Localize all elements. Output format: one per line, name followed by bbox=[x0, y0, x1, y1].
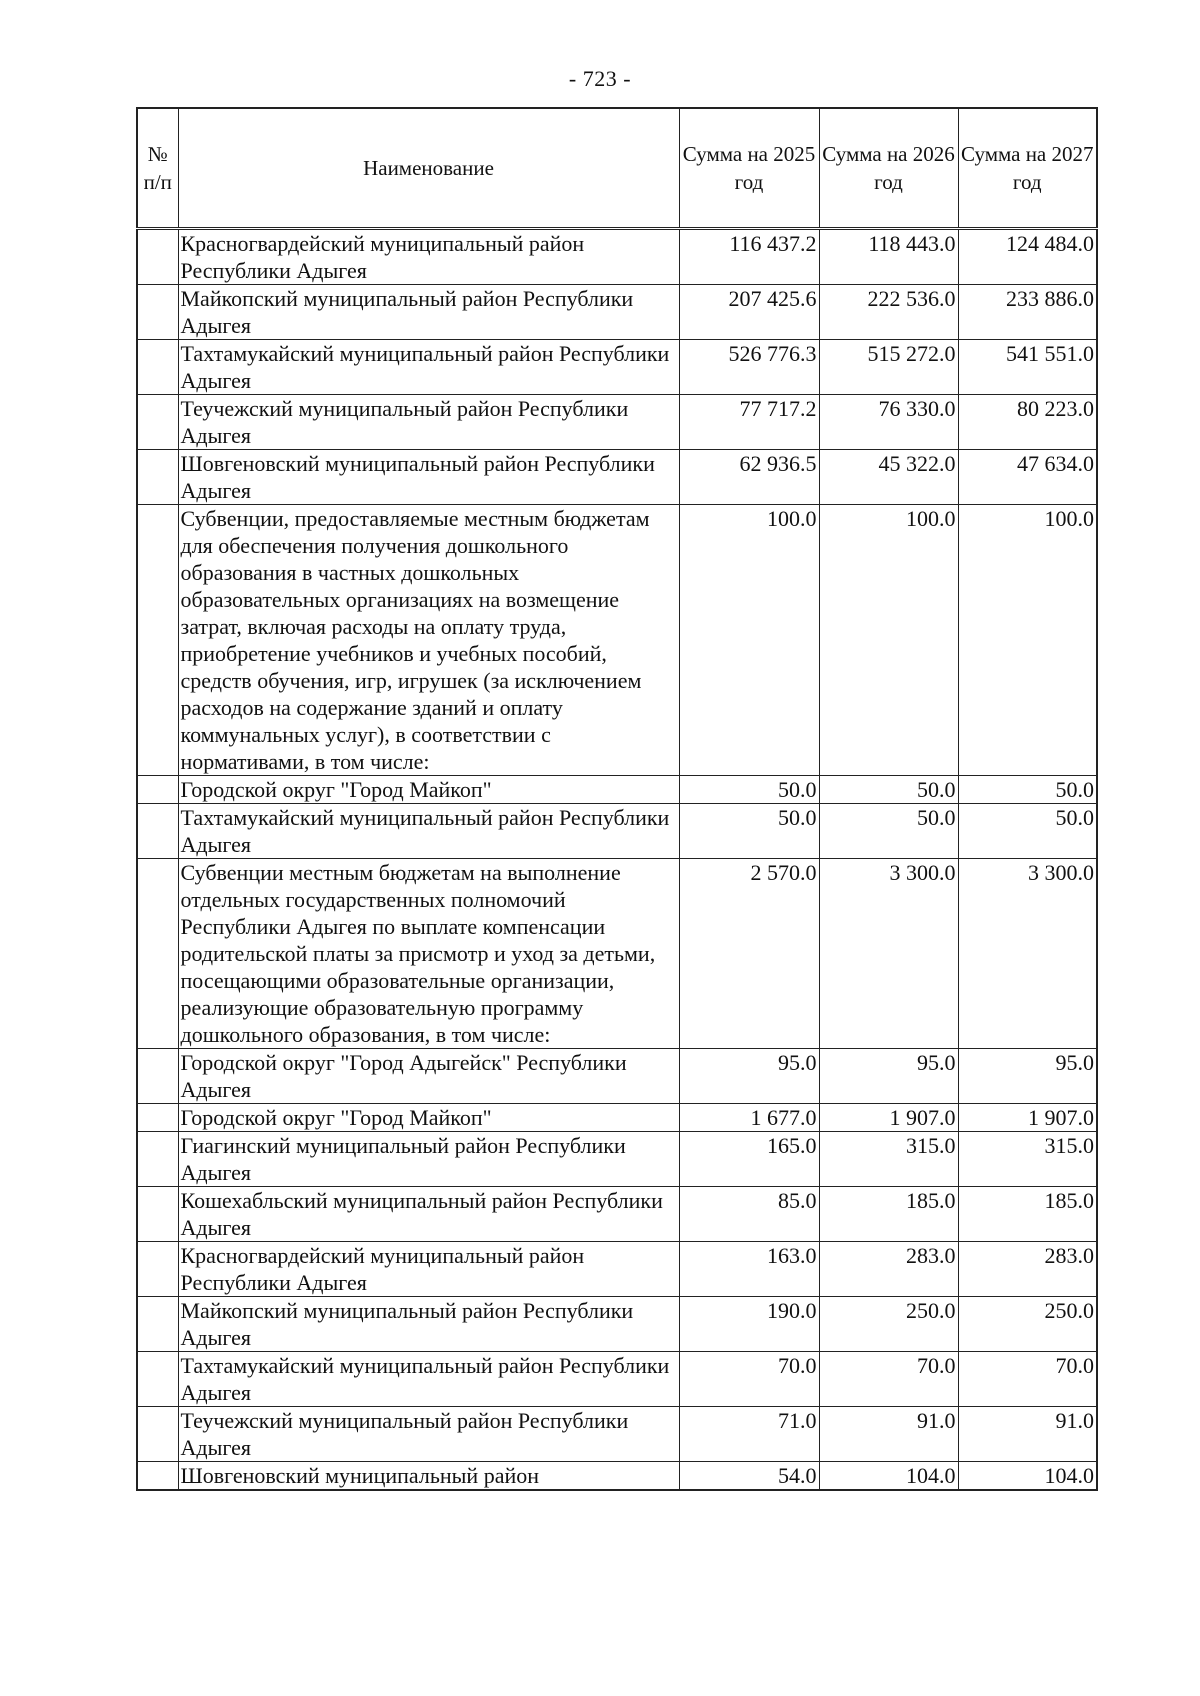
row-name-cell: Городской округ "Город Адыгейск" Республики Адыгея bbox=[178, 1049, 679, 1104]
row-number-cell bbox=[137, 1049, 178, 1104]
header-row bbox=[137, 108, 1097, 229]
row-2025-cell: 163.0 bbox=[679, 1242, 819, 1297]
budget-table-container bbox=[136, 107, 1096, 1491]
table-row bbox=[137, 1462, 1097, 1491]
row-name-cell: Городской округ "Город Майкоп" bbox=[178, 776, 679, 804]
table-row bbox=[137, 505, 1097, 776]
row-name-cell: Городской округ "Город Майкоп" bbox=[178, 1104, 679, 1132]
row-2025-cell: 190.0 bbox=[679, 1297, 819, 1352]
row-number-cell bbox=[137, 776, 178, 804]
table-row bbox=[137, 340, 1097, 395]
row-number-cell bbox=[137, 1407, 178, 1462]
row-number-cell bbox=[137, 340, 178, 395]
row-2025-cell: 62 936.5 bbox=[679, 450, 819, 505]
row-2027-cell: 541 551.0 bbox=[958, 340, 1097, 395]
row-number-cell bbox=[137, 1104, 178, 1132]
row-2025-cell: 100.0 bbox=[679, 505, 819, 776]
header-number: № п/п bbox=[137, 108, 178, 229]
row-2025-cell: 95.0 bbox=[679, 1049, 819, 1104]
budget-table bbox=[136, 107, 1098, 1491]
row-2027-cell: 100.0 bbox=[958, 505, 1097, 776]
row-name-cell: Майкопский муниципальный район Республики Адыгея bbox=[178, 1297, 679, 1352]
row-2027-cell: 315.0 bbox=[958, 1132, 1097, 1187]
row-2025-cell: 116 437.2 bbox=[679, 229, 819, 285]
table-body bbox=[137, 229, 1097, 1491]
table-row bbox=[137, 776, 1097, 804]
table-row bbox=[137, 859, 1097, 1049]
row-2027-cell: 80 223.0 bbox=[958, 395, 1097, 450]
row-number-cell bbox=[137, 1242, 178, 1297]
row-name-cell: Тахтамукайский муниципальный район Республики Адыгея bbox=[178, 804, 679, 859]
row-number-cell bbox=[137, 505, 178, 776]
row-name-cell: Тахтамукайский муниципальный район Республики Адыгея bbox=[178, 340, 679, 395]
row-number-cell bbox=[137, 1132, 178, 1187]
table-row bbox=[137, 1407, 1097, 1462]
row-2025-cell: 165.0 bbox=[679, 1132, 819, 1187]
row-2026-cell: 283.0 bbox=[819, 1242, 958, 1297]
row-name-cell: Красногвардейский муниципальный район Республики Адыгея bbox=[178, 229, 679, 285]
row-number-cell bbox=[137, 285, 178, 340]
row-2027-cell: 250.0 bbox=[958, 1297, 1097, 1352]
row-number-cell bbox=[137, 804, 178, 859]
row-2027-cell: 185.0 bbox=[958, 1187, 1097, 1242]
table-row bbox=[137, 1297, 1097, 1352]
row-number-cell bbox=[137, 395, 178, 450]
row-2027-cell: 91.0 bbox=[958, 1407, 1097, 1462]
row-2025-cell: 77 717.2 bbox=[679, 395, 819, 450]
row-number-cell bbox=[137, 450, 178, 505]
header-name: Наименование bbox=[178, 108, 679, 229]
row-2027-cell: 124 484.0 bbox=[958, 229, 1097, 285]
row-2027-cell: 70.0 bbox=[958, 1352, 1097, 1407]
header-2026: Сумма на 2026 год bbox=[819, 108, 958, 229]
row-2026-cell: 1 907.0 bbox=[819, 1104, 958, 1132]
row-2025-cell: 50.0 bbox=[679, 776, 819, 804]
row-2027-cell: 3 300.0 bbox=[958, 859, 1097, 1049]
row-name-cell: Шовгеновский муниципальный район bbox=[178, 1462, 679, 1491]
row-2027-cell: 104.0 bbox=[958, 1462, 1097, 1491]
row-2027-cell: 233 886.0 bbox=[958, 285, 1097, 340]
row-2026-cell: 185.0 bbox=[819, 1187, 958, 1242]
header-2025: Сумма на 2025 год bbox=[679, 108, 819, 229]
row-name-cell: Кошехабльский муниципальный район Республики Адыгея bbox=[178, 1187, 679, 1242]
row-2026-cell: 91.0 bbox=[819, 1407, 958, 1462]
row-2025-cell: 85.0 bbox=[679, 1187, 819, 1242]
table-row bbox=[137, 1242, 1097, 1297]
row-2026-cell: 3 300.0 bbox=[819, 859, 958, 1049]
row-2026-cell: 222 536.0 bbox=[819, 285, 958, 340]
table-row bbox=[137, 804, 1097, 859]
row-name-cell: Теучежский муниципальный район Республики Адыгея bbox=[178, 395, 679, 450]
table-row bbox=[137, 450, 1097, 505]
row-2026-cell: 50.0 bbox=[819, 776, 958, 804]
row-2025-cell: 54.0 bbox=[679, 1462, 819, 1491]
row-2027-cell: 283.0 bbox=[958, 1242, 1097, 1297]
row-number-cell bbox=[137, 1462, 178, 1491]
table-row bbox=[137, 1352, 1097, 1407]
row-number-cell bbox=[137, 229, 178, 285]
row-number-cell bbox=[137, 1187, 178, 1242]
table-row bbox=[137, 229, 1097, 285]
page-number: - 723 - bbox=[568, 66, 632, 91]
table-header bbox=[137, 108, 1097, 229]
row-2025-cell: 70.0 bbox=[679, 1352, 819, 1407]
row-2025-cell: 1 677.0 bbox=[679, 1104, 819, 1132]
row-2027-cell: 95.0 bbox=[958, 1049, 1097, 1104]
row-name-cell: Красногвардейский муниципальный район Республики Адыгея bbox=[178, 1242, 679, 1297]
row-2027-cell: 50.0 bbox=[958, 776, 1097, 804]
row-number-cell bbox=[137, 1297, 178, 1352]
row-2026-cell: 250.0 bbox=[819, 1297, 958, 1352]
row-name-cell: Майкопский муниципальный район Республики Адыгея bbox=[178, 285, 679, 340]
row-2025-cell: 50.0 bbox=[679, 804, 819, 859]
row-2027-cell: 50.0 bbox=[958, 804, 1097, 859]
row-2027-cell: 1 907.0 bbox=[958, 1104, 1097, 1132]
row-name-cell: Теучежский муниципальный район Республики Адыгея bbox=[178, 1407, 679, 1462]
table-row bbox=[137, 1187, 1097, 1242]
row-2026-cell: 45 322.0 bbox=[819, 450, 958, 505]
row-2026-cell: 70.0 bbox=[819, 1352, 958, 1407]
row-2025-cell: 207 425.6 bbox=[679, 285, 819, 340]
row-2026-cell: 100.0 bbox=[819, 505, 958, 776]
table-row bbox=[137, 1049, 1097, 1104]
row-name-cell: Шовгеновский муниципальный район Республики Адыгея bbox=[178, 450, 679, 505]
table-row bbox=[137, 1104, 1097, 1132]
row-2025-cell: 2 570.0 bbox=[679, 859, 819, 1049]
row-2026-cell: 315.0 bbox=[819, 1132, 958, 1187]
row-2026-cell: 118 443.0 bbox=[819, 229, 958, 285]
header-2027: Сумма на 2027 год bbox=[958, 108, 1097, 229]
row-2025-cell: 526 776.3 bbox=[679, 340, 819, 395]
row-2026-cell: 50.0 bbox=[819, 804, 958, 859]
table-row bbox=[137, 1132, 1097, 1187]
row-2026-cell: 104.0 bbox=[819, 1462, 958, 1491]
row-2026-cell: 95.0 bbox=[819, 1049, 958, 1104]
row-name-cell: Субвенции, предоставляемые местным бюджетам для обеспечения получения дошкольного образования в частных дошкольных образовательных организациях на возмещение затрат, включая расходы на оплату труда, приобретение учебников и учебных пособий, средств обучения, игр, игрушек (за исключением расходов на содержание зданий и оплату коммунальных услуг), в соответствии с нормативами, в том числе: bbox=[178, 505, 679, 776]
row-name-cell: Субвенции местным бюджетам на выполнение отдельных государственных полномочий Республики Адыгея по выплате компенсации родительской платы за присмотр и уход за детьми, посещающими образовательные организации, реализующие образовательную программу дошкольного образования, в том числе: bbox=[178, 859, 679, 1049]
row-2027-cell: 47 634.0 bbox=[958, 450, 1097, 505]
table-row bbox=[137, 395, 1097, 450]
row-number-cell bbox=[137, 859, 178, 1049]
table-row bbox=[137, 285, 1097, 340]
row-name-cell: Гиагинский муниципальный район Республики Адыгея bbox=[178, 1132, 679, 1187]
row-2026-cell: 515 272.0 bbox=[819, 340, 958, 395]
row-number-cell bbox=[137, 1352, 178, 1407]
row-name-cell: Тахтамукайский муниципальный район Республики Адыгея bbox=[178, 1352, 679, 1407]
row-2025-cell: 71.0 bbox=[679, 1407, 819, 1462]
row-2026-cell: 76 330.0 bbox=[819, 395, 958, 450]
